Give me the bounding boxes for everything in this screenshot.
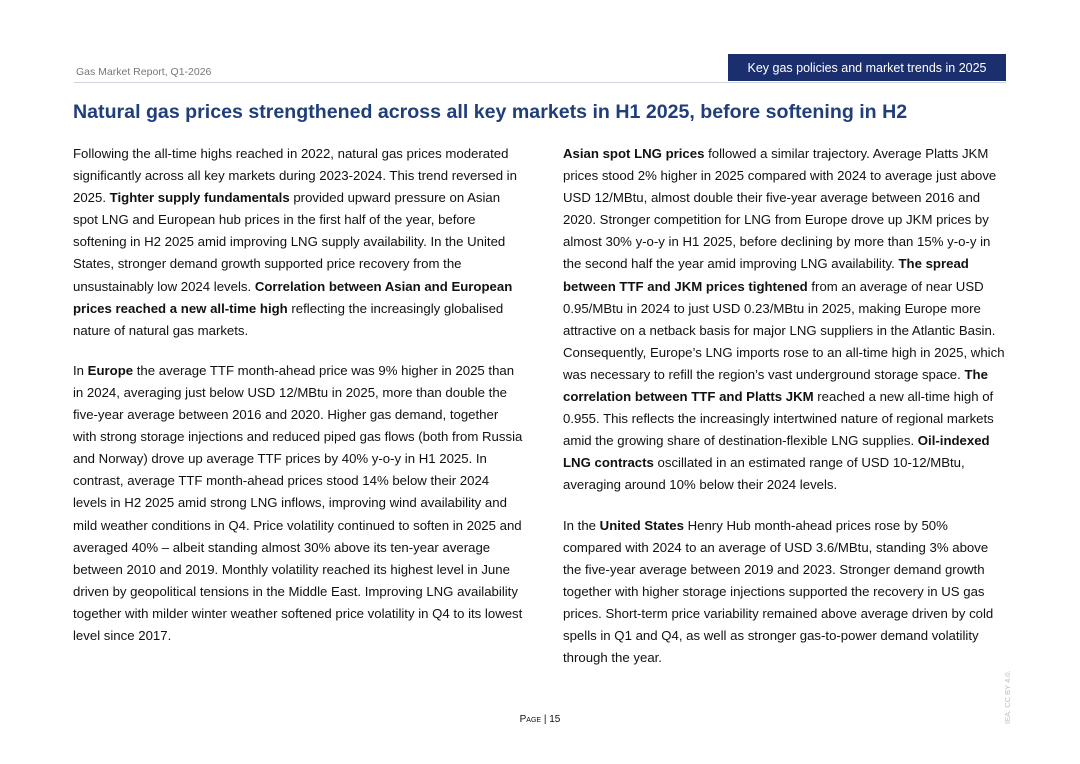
page-number: 15 [549,714,561,725]
paragraph-united-states [563,515,1010,670]
page-label: Page [519,714,542,725]
text-run: the average TTF month-ahead price was 9% higher in 2025 than in 2024, averaging just below USD 12/MBtu in 2025, more than double the five-year average between 2016 and 2020. Higher gas demand, together with strong storage injections and reduced piped gas flows (both from Russia and Norway) drove up average TTF prices by 40% y-o-y in H1 2025. In contrast, average TTF month-ahead prices stood 14% below their 2024 levels in H2 2025 amid strong LNG inflows, improving wind availability and mild weather conditions in Q4. Price volatility continued to soften in 2025 and averaged 40% – albeit standing almost 30% above its ten-year average between 2010 and 2019. Monthly volatility reached its highest level in June driven by geopolitical tensions in the Middle East. Improving LNG availability together with milder winter weather softened price volatility in Q4 to its lowest level since 2017. [73,362,523,643]
right-column [563,143,1010,687]
paragraph-overview [73,143,523,342]
report-label: Gas Market Report, Q1-2026 [76,66,212,78]
license-watermark: IEA. CC BY 4.0. [1003,670,1012,724]
text-run: from an average of near USD 0.95/MBtu in 2024 to just USD 0.23/MBtu in 2025, making Europe more attractive on a netback basis for major LNG suppliers in the Atlantic Basin. Consequently, Europe’s LNG imports rose to an all-time high in 2025, which was necessary to refill the region’s vast underground storage space. [563,278,1005,382]
page-title: Natural gas prices strengthened across all key markets in H1 2025, before softening in H2 [73,101,908,123]
bold-run: The spread between TTF and JKM prices tightened [563,256,969,294]
text-run: In [73,362,88,378]
bold-run: Europe [87,362,134,378]
text-run: reached a new all-time high of 0.955. This reflects the increasingly intertwined nature of regional markets amid the growing share of destination-flexible LNG supplies. [563,389,994,449]
header-divider [74,82,1006,83]
page-footer [0,714,1080,725]
paragraph-asia [563,143,1010,497]
text-run: provided upward pressure on Asian spot LNG and European hub prices in the first half of the year, before softening in H2 2025 amid improving LNG supply availability. In the United States, stronger demand growth supported price recovery from the unsustainably low 2024 levels. [73,190,506,294]
text-run: In the [563,517,600,533]
bold-run: Tighter supply fundamentals [109,190,290,206]
left-column [73,143,523,665]
text-run: Henry Hub month-ahead prices rose by 50% compared with 2024 to an average of USD 3.6/MBtu, standing 3% above the five-year average between 2019 and 2023. Stronger demand growth together with higher storage injections supported the recovery in US gas prices. Short-term price variability remained above average driven by cold spells in Q1 and Q4, as well as stronger gas-to-power demand volatility through the year. [563,517,994,666]
text-run: oscillated in an estimated range of USD 10-12/MBtu, averaging around 10% below their 2024 levels. [563,455,965,493]
bold-run: Oil-indexed LNG contracts [563,433,990,471]
bold-run: Asian spot LNG prices [563,146,705,161]
text-run: followed a similar trajectory. Average Platts JKM prices stood 2% higher in 2025 compared with 2024 to average just above USD 12/MBtu, almost double their five-year average between 2016 and 2020. Stronger competition for LNG from Europe drove up JKM prices by almost 30% y-o-y in H1 2025, before declining by more than 15% y-o-y in the second half the year amid improving LNG availability. [563,146,997,272]
page-separator: | [541,714,550,725]
bold-run: The correlation between TTF and Platts JKM [563,366,988,405]
text-run: reflecting the increasingly globalised nature of natural gas markets. [73,300,504,338]
paragraph-europe [73,360,523,647]
text-run: Following the all-time highs reached in 2022, natural gas prices moderated significantly across all key markets during 2023-2024. This trend reversed in 2025. [73,146,517,206]
bold-run: Correlation between Asian and European prices reached a new all-time high [73,278,513,316]
section-badge: Key gas policies and market trends in 2025 [728,54,1006,81]
bold-run: United States [599,517,684,533]
